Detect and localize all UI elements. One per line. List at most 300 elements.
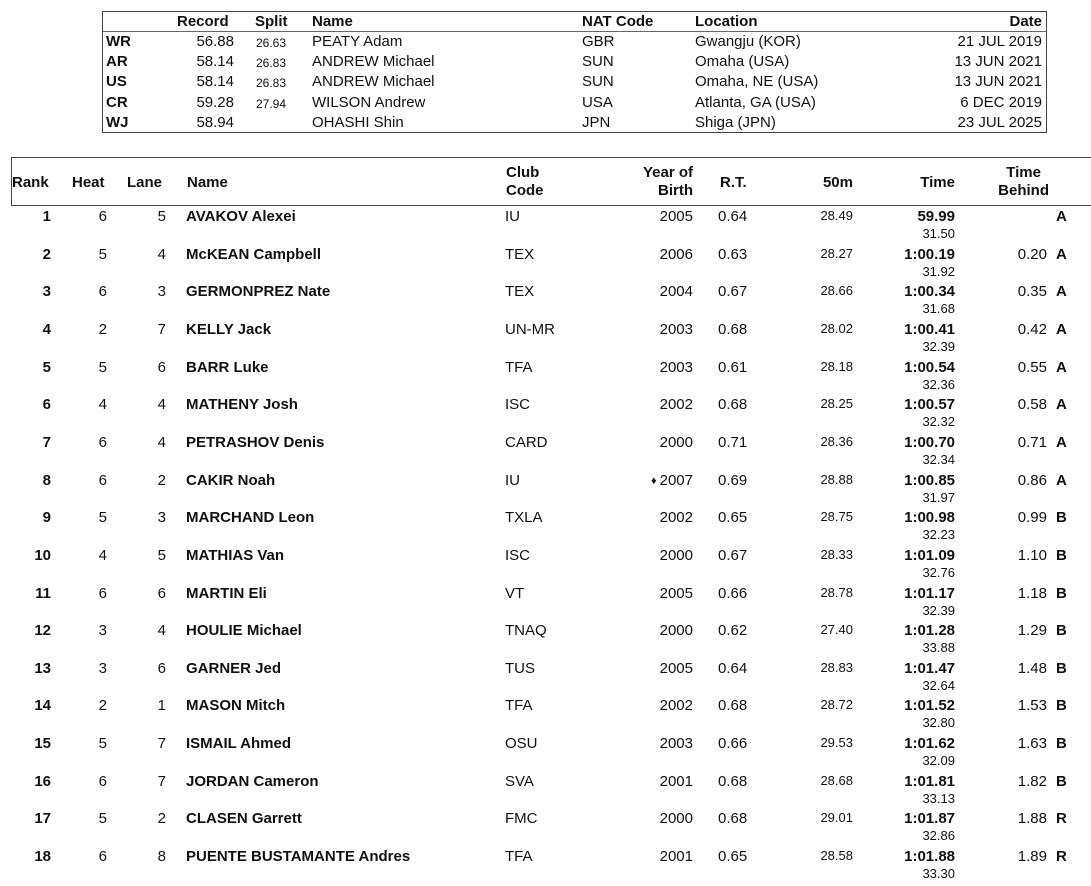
result-row: [0, 622, 1091, 660]
result-row: [0, 848, 1091, 886]
record-split: 27.94: [256, 96, 287, 111]
result-lane: 7: [157, 320, 166, 338]
result-behind: 1.53: [1017, 697, 1047, 715]
result-time: 1:01.81: [904, 772, 955, 790]
result-time: 1:00.57: [904, 396, 955, 414]
result-behind: 1.88: [1017, 810, 1047, 828]
records-col-date: Date: [1009, 13, 1042, 30]
result-time: 1:01.47: [904, 659, 955, 677]
result-qual: A: [1056, 433, 1067, 451]
result-split2: 32.32: [922, 414, 955, 430]
result-yob: [660, 697, 693, 715]
result-yob: [660, 810, 693, 828]
col-club-line2: Code: [506, 182, 544, 199]
result-row: [0, 434, 1091, 472]
record-code: AR: [106, 53, 128, 71]
record-row: [103, 32, 1046, 53]
result-name: McKEAN Campbell: [186, 245, 322, 263]
result-rank: 1: [42, 208, 51, 225]
records-header: [103, 12, 1046, 32]
result-rank: 14: [34, 697, 51, 715]
result-heat: 6: [98, 283, 107, 301]
record-code: WR: [106, 33, 131, 50]
result-split50: 28.75: [820, 509, 853, 525]
result-yob: [660, 622, 693, 640]
result-split2: 32.39: [922, 602, 955, 618]
result-qual: A: [1056, 471, 1067, 489]
result-rt: 0.62: [718, 622, 748, 640]
result-row: [0, 246, 1091, 284]
record-name: PEATY Adam: [312, 33, 403, 50]
result-yob-value: 2002: [659, 697, 693, 715]
record-code: WJ: [106, 113, 129, 131]
result-name: GERMONPREZ Nate: [186, 283, 331, 301]
result-row: [0, 585, 1091, 623]
result-club: TEX: [505, 245, 535, 263]
result-club: TUS: [505, 659, 535, 677]
record-date: 23 JUL 2025: [957, 113, 1042, 131]
result-name: JORDAN Cameron: [186, 772, 319, 790]
record-name: WILSON Andrew: [312, 93, 426, 111]
result-yob: [660, 208, 693, 226]
result-heat: 5: [98, 509, 107, 527]
result-rt: 0.67: [718, 546, 748, 564]
result-split50: 27.40: [820, 622, 853, 638]
records-table: [102, 11, 1047, 133]
result-row: [0, 547, 1091, 585]
result-time: 1:00.34: [904, 283, 955, 301]
result-heat: 2: [98, 320, 107, 338]
result-lane: 5: [157, 546, 166, 564]
result-lane: 2: [157, 471, 166, 489]
result-name: MASON Mitch: [186, 697, 286, 715]
result-name: KELLY Jack: [186, 320, 272, 338]
result-club: TNAQ: [505, 622, 547, 640]
record-record: 56.88: [196, 33, 234, 50]
result-qual: B: [1056, 546, 1067, 564]
result-rank: 3: [42, 283, 51, 301]
record-nat: JPN: [582, 113, 611, 131]
record-split: 26.83: [256, 56, 287, 71]
junior-diamond-icon: ♦: [651, 474, 657, 487]
result-club: TFA: [505, 697, 533, 715]
result-behind: 1.48: [1017, 659, 1047, 677]
result-qual: B: [1056, 509, 1067, 527]
record-name: ANDREW Michael: [312, 73, 435, 91]
result-behind: 1.89: [1017, 848, 1047, 866]
record-location: Omaha (USA): [695, 53, 790, 71]
result-qual: A: [1056, 358, 1067, 376]
result-yob-value: 2005: [659, 208, 693, 225]
result-split2: 32.09: [922, 753, 955, 769]
result-split50: 28.83: [820, 659, 853, 675]
result-club: TFA: [505, 848, 533, 866]
result-heat: 4: [98, 546, 107, 564]
result-behind: 0.20: [1017, 245, 1047, 263]
result-heat: 5: [98, 735, 107, 753]
result-qual: A: [1056, 320, 1067, 338]
result-split50: 28.88: [820, 471, 853, 487]
record-name: ANDREW Michael: [312, 53, 435, 71]
result-name: GARNER Jed: [186, 659, 282, 677]
col-club-line1: Club: [506, 164, 540, 181]
result-qual: A: [1056, 245, 1067, 263]
result-time: 1:01.87: [904, 810, 955, 828]
result-qual: B: [1056, 697, 1067, 715]
result-lane: 3: [157, 283, 166, 301]
result-yob-value: 2001: [659, 848, 693, 866]
col-yob-line2: Birth: [658, 182, 693, 199]
result-split2: 32.86: [922, 828, 955, 844]
result-time: 1:00.41: [904, 320, 955, 338]
result-lane: 1: [157, 697, 166, 715]
result-split2: 31.68: [922, 301, 955, 317]
result-split2: 32.23: [922, 527, 955, 543]
result-club: ISC: [505, 546, 531, 564]
result-lane: 4: [157, 433, 166, 451]
result-rank: 4: [42, 320, 51, 338]
result-time: 1:01.88: [904, 848, 955, 866]
result-rt: 0.61: [718, 358, 748, 376]
result-rt: 0.66: [718, 584, 748, 602]
result-time: 1:00.98: [904, 509, 955, 527]
result-row: [0, 773, 1091, 811]
record-code: US: [106, 73, 127, 91]
result-time: 1:01.62: [904, 735, 955, 753]
result-club: TEX: [505, 283, 535, 301]
result-behind: 1.82: [1017, 772, 1047, 790]
result-yob-value: 2000: [659, 622, 693, 640]
result-lane: 4: [157, 622, 166, 640]
result-yob-value: 2000: [659, 546, 693, 564]
record-nat: USA: [582, 93, 613, 111]
result-row: [0, 810, 1091, 848]
result-yob-value: 2000: [659, 433, 693, 451]
result-split50: 28.02: [820, 320, 853, 336]
result-yob: [660, 434, 693, 452]
result-behind: 0.55: [1017, 358, 1047, 376]
result-rank: 12: [34, 622, 51, 640]
result-qual: B: [1056, 772, 1067, 790]
result-split2: 32.39: [922, 338, 955, 354]
result-yob-value: 2003: [659, 358, 693, 376]
result-yob: [660, 359, 693, 377]
result-club: IU: [505, 208, 520, 225]
result-row: [0, 660, 1091, 698]
result-heat: 3: [98, 659, 107, 677]
records-col-split: Split: [255, 13, 288, 30]
result-heat: 5: [98, 358, 107, 376]
result-yob: [660, 848, 693, 866]
records-col-record: Record: [177, 13, 229, 30]
result-behind: 1.29: [1017, 622, 1047, 640]
result-lane: 2: [157, 810, 166, 828]
result-qual: A: [1056, 208, 1067, 225]
record-code: CR: [106, 93, 128, 111]
col-behind-line1: Time: [1006, 164, 1041, 181]
result-yob-value: 2004: [659, 283, 693, 301]
result-row: [0, 509, 1091, 547]
result-yob: [651, 472, 693, 491]
result-row: [0, 359, 1091, 397]
result-rt: 0.68: [718, 772, 748, 790]
result-lane: 5: [157, 208, 166, 225]
result-split50: 28.25: [820, 396, 853, 412]
result-qual: A: [1056, 396, 1067, 414]
record-location: Gwangju (KOR): [695, 33, 801, 50]
result-split2: 31.97: [922, 489, 955, 505]
result-rank: 7: [42, 433, 51, 451]
result-yob: [660, 585, 693, 603]
result-lane: 6: [157, 584, 166, 602]
result-qual: R: [1056, 810, 1067, 828]
result-heat: 3: [98, 622, 107, 640]
col-yob: [643, 164, 693, 200]
results-header: [11, 157, 1091, 206]
result-rank: 16: [34, 772, 51, 790]
result-split2: 32.34: [922, 451, 955, 467]
record-location: Atlanta, GA (USA): [695, 93, 816, 111]
result-name: BARR Luke: [186, 358, 269, 376]
result-name: MATHENY Josh: [186, 396, 298, 414]
record-record: 58.94: [196, 113, 234, 131]
record-date: 13 JUN 2021: [954, 73, 1042, 91]
result-rt: 0.68: [718, 320, 748, 338]
result-rank: 8: [42, 471, 51, 489]
col-rank: Rank: [12, 174, 49, 191]
result-name: CLASEN Garrett: [186, 810, 302, 828]
result-behind: 0.58: [1017, 396, 1047, 414]
result-name: HOULIE Michael: [186, 622, 302, 640]
result-split2: 32.76: [922, 564, 955, 580]
record-date: 13 JUN 2021: [954, 53, 1042, 71]
col-yob-line1: Year of: [642, 164, 693, 181]
result-rank: 17: [34, 810, 51, 828]
result-qual: A: [1056, 283, 1067, 301]
result-behind: 1.18: [1017, 584, 1047, 602]
result-split50: 28.72: [820, 697, 853, 713]
result-behind: 0.35: [1017, 283, 1047, 301]
result-rt: 0.68: [718, 396, 748, 414]
record-nat: GBR: [582, 33, 615, 50]
result-split50: 28.33: [820, 546, 853, 562]
col-heat: Heat: [72, 174, 105, 191]
result-split50: 28.27: [820, 245, 853, 261]
result-rank: 13: [34, 659, 51, 677]
result-qual: B: [1056, 584, 1067, 602]
result-heat: 6: [98, 848, 107, 866]
result-rt: 0.68: [718, 810, 748, 828]
result-behind: 0.42: [1017, 320, 1047, 338]
record-name: OHASHI Shin: [312, 113, 404, 131]
result-club: IU: [505, 471, 520, 489]
result-time: 1:01.09: [904, 546, 955, 564]
col-behind-line2: Behind: [998, 182, 1049, 199]
result-split50: 29.01: [820, 810, 853, 826]
result-qual: R: [1056, 848, 1067, 866]
record-split: 26.83: [256, 76, 287, 91]
result-yob: [660, 773, 693, 791]
result-lane: 7: [157, 772, 166, 790]
result-rank: 5: [42, 358, 51, 376]
result-row: [0, 396, 1091, 434]
col-rt: R.T.: [720, 174, 747, 191]
result-name: MARCHAND Leon: [186, 509, 315, 527]
result-yob-value: 2003: [659, 320, 693, 338]
result-time: 1:00.54: [904, 358, 955, 376]
result-time: 1:01.28: [904, 622, 955, 640]
result-time: 1:01.52: [904, 697, 955, 715]
record-location: Omaha, NE (USA): [695, 73, 819, 91]
result-yob-value: 2002: [659, 396, 693, 414]
result-split2: 33.88: [922, 640, 955, 656]
col-time: Time: [920, 174, 955, 191]
result-split50: 28.66: [820, 283, 853, 299]
result-club: VT: [505, 584, 525, 602]
result-split2: 32.36: [922, 376, 955, 392]
result-yob-value: 2001: [659, 772, 693, 790]
result-time: 1:00.19: [904, 245, 955, 263]
result-time: 1:00.85: [904, 471, 955, 489]
result-yob: [660, 509, 693, 527]
result-split50: 28.58: [820, 848, 853, 864]
result-heat: 6: [98, 772, 107, 790]
result-club: TXLA: [505, 509, 543, 527]
result-lane: 4: [157, 245, 166, 263]
col-lane: Lane: [127, 174, 163, 191]
result-yob: [660, 283, 693, 301]
result-behind: 0.99: [1017, 509, 1047, 527]
result-heat: 5: [98, 245, 107, 263]
result-rt: 0.64: [718, 208, 748, 225]
result-time: 1:00.70: [904, 433, 955, 451]
result-lane: 4: [157, 396, 166, 414]
result-qual: B: [1056, 735, 1067, 753]
result-behind: 0.86: [1017, 471, 1047, 489]
result-rt: 0.66: [718, 735, 748, 753]
result-rank: 11: [35, 584, 51, 602]
result-row: [0, 321, 1091, 359]
result-behind: 0.71: [1017, 433, 1047, 451]
result-rank: 9: [42, 509, 51, 527]
result-club: FMC: [505, 810, 538, 828]
result-time: 59.99: [917, 208, 955, 225]
result-rt: 0.63: [718, 245, 748, 263]
result-club: TFA: [505, 358, 533, 376]
result-rt: 0.71: [718, 433, 748, 451]
record-row: [103, 52, 1046, 73]
col-behind: [998, 164, 1049, 200]
result-row: [0, 735, 1091, 773]
result-yob-value: 2007: [659, 471, 693, 489]
result-yob: [660, 660, 693, 678]
record-row: [103, 113, 1046, 134]
result-split50: 28.18: [820, 358, 853, 374]
record-nat: SUN: [582, 73, 614, 91]
result-name: AVAKOV Alexei: [186, 208, 296, 225]
result-split2: 33.30: [922, 866, 955, 882]
record-row: [103, 72, 1046, 93]
col-club: [506, 164, 544, 200]
result-heat: 5: [98, 810, 107, 828]
result-heat: 6: [98, 208, 107, 225]
record-record: 58.14: [196, 73, 234, 91]
result-rank: 15: [34, 735, 51, 753]
result-rank: 2: [42, 245, 51, 263]
record-date: 21 JUL 2019: [957, 33, 1042, 50]
result-yob: [660, 321, 693, 339]
result-split50: 28.78: [820, 584, 853, 600]
result-heat: 6: [98, 433, 107, 451]
result-name: MATHIAS Van: [186, 546, 285, 564]
record-record: 58.14: [196, 53, 234, 71]
result-split2: 32.64: [922, 677, 955, 693]
record-record: 59.28: [196, 93, 234, 111]
result-lane: 3: [157, 509, 166, 527]
result-yob-value: 2005: [659, 659, 693, 677]
result-club: SVA: [505, 772, 534, 790]
result-rank: 6: [42, 396, 51, 414]
result-row: [0, 208, 1091, 246]
record-split: 26.63: [256, 36, 287, 50]
result-time: 1:01.17: [904, 584, 955, 602]
result-row: [0, 472, 1091, 510]
result-heat: 4: [98, 396, 107, 414]
result-yob: [660, 246, 693, 264]
result-qual: B: [1056, 659, 1067, 677]
result-name: ISMAIL Ahmed: [186, 735, 292, 753]
result-split2: 32.80: [922, 715, 955, 731]
records-col-nat: NAT Code: [582, 13, 654, 30]
result-yob: [660, 547, 693, 565]
result-lane: 6: [157, 659, 166, 677]
result-split2: 31.50: [922, 226, 955, 241]
result-heat: 6: [98, 584, 107, 602]
result-name: CAKIR Noah: [186, 471, 276, 489]
result-heat: 6: [98, 471, 107, 489]
result-yob: [660, 735, 693, 753]
result-yob-value: 2003: [659, 735, 693, 753]
result-rt: 0.65: [718, 509, 748, 527]
col-50m: 50m: [822, 174, 853, 191]
record-date: 6 DEC 2019: [960, 93, 1042, 111]
result-lane: 8: [157, 848, 166, 866]
result-club: ISC: [505, 396, 531, 414]
result-yob-value: 2005: [659, 584, 693, 602]
result-split50: 28.68: [820, 772, 853, 788]
result-rt: 0.64: [718, 659, 748, 677]
result-split2: 31.92: [922, 263, 955, 279]
result-split50: 28.49: [820, 208, 853, 223]
result-rt: 0.69: [718, 471, 748, 489]
records-col-name: Name: [312, 13, 353, 30]
result-split50: 29.53: [820, 735, 853, 751]
record-row: [103, 93, 1046, 114]
result-split50: 28.36: [820, 433, 853, 449]
result-behind: 1.10: [1017, 546, 1047, 564]
result-heat: 2: [98, 697, 107, 715]
result-yob: [660, 396, 693, 414]
result-rank: 10: [34, 546, 51, 564]
result-behind: 1.63: [1017, 735, 1047, 753]
records-col-location: Location: [695, 13, 758, 30]
result-rt: 0.65: [718, 848, 748, 866]
result-lane: 7: [157, 735, 166, 753]
col-name: Name: [187, 174, 228, 191]
result-name: MARTIN Eli: [186, 584, 267, 602]
result-club: CARD: [505, 433, 548, 451]
result-name: PUENTE BUSTAMANTE Andres: [186, 848, 411, 866]
